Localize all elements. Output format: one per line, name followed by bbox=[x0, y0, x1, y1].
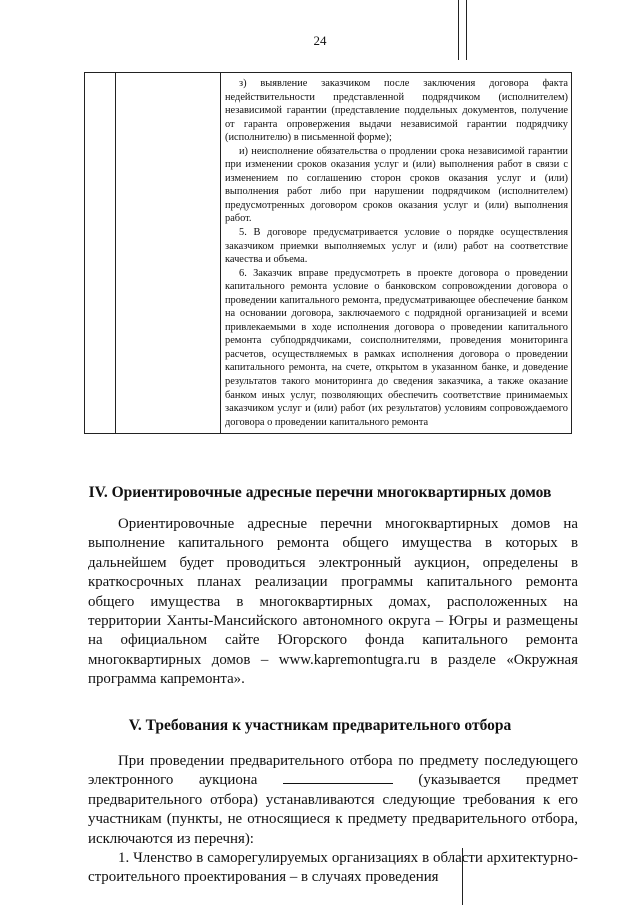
table-cell-content bbox=[221, 73, 572, 434]
table-paragraph: 5. В договоре предусматривается условие о порядке осуществления заказчиком приемки выполняемых услуг и (или) работ на соответствие качества и объема. bbox=[225, 227, 568, 266]
section-iv-paragraph: Ориентировочные адресные перечни многоквартирных домов на выполнение капитального ремонта общего имущества в которых в дальнейшем будет проводиться электронный аукцион, определены в краткосрочных планах реализации программы капитального ремонта общего имущества в многоквартирных домах, расположенных на территории Ханты-Мансийского автономного округа – Югры и размещены на официальном сайте Югорского фонда капитального ремонта многоквартирных домов – www.kapremontugra.ru в разделе «Окружная программа капремонта». bbox=[88, 516, 578, 688]
scan-artifact-line bbox=[466, 0, 467, 60]
table-paragraph: з) выявление заказчиком после заключения договора факта недействительности представленной подрядчиком (исполнителем) независимой гарантии (представление поддельных документов, получение от гаранта опровержения выдачи независимой гарантии подрядчику (исполнителю) в письменной форме); bbox=[225, 78, 568, 144]
section-iv-body bbox=[88, 515, 578, 690]
section-v-paragraph-2: 1. Членство в саморегулируемых организациях в области архитектурно-строительного проектирования – в случаях проведения bbox=[88, 850, 578, 886]
subject-blank-field bbox=[283, 771, 393, 784]
table-cell-number bbox=[85, 73, 116, 434]
paragraph-text-before-blank: При проведении предварительного отбора по предмету последующего электронного аукциона bbox=[88, 753, 578, 789]
table-paragraph: 6. Заказчик вправе предусмотреть в проекте договора о проведении капитального ремонта условие о банковском сопровождении договора о проведении капитального ремонта, предусматривающее обеспечение банком на основании договора, заключаемого с подрядной организацией и всеми привлекаемыми в ходе исполнения договора о проведении капитального ремонта субподрядчиками, соисполнителями, проведения мониторинга расчетов, осуществляемых в рамках исполнения договора о проведении капитального ремонта, на счете, открытом в указанном банке, и доведение результатов такого мониторинга до сведения заказчика, а также оказание банком иных услуг, позволяющих обеспечить соответствие принимаемых заказчиком услуг и (или) работ (их результатов) условиям сопровождаемого договора о проведении капитального ремонта bbox=[225, 267, 568, 428]
section-v-body bbox=[88, 752, 578, 888]
contract-conditions-table bbox=[84, 72, 572, 434]
table-paragraph: и) неисполнение обязательства о продлении срока независимой гарантии при изменении сроков оказания услуг и (или) выполнения работ в связи с изменением по соглашению сторон сроков оказания услуг и (или) выполнения работ либо при нарушении подрядчиком (исполнителем) предусмотренных договором сроков оказания услуг и (или) выполнения работ. bbox=[225, 145, 568, 225]
section-heading-v: V. Требования к участникам предварительного отбора bbox=[128, 717, 512, 734]
table-cell-name bbox=[116, 73, 221, 434]
scan-artifact-line bbox=[458, 0, 459, 60]
section-v-paragraph-1 bbox=[88, 752, 578, 849]
table-row bbox=[85, 73, 572, 434]
section-heading-iv: IV. Ориентировочные адресные перечни многоквартирных домов bbox=[88, 484, 552, 501]
paragraph-text-after-blank: (указывается предмет предварительного отбора) устанавливаются следующие требования к его участникам (пункты, не относящиеся к предмету предварительного отбора, исключаются из перечня): bbox=[88, 772, 578, 847]
page-number: 24 bbox=[313, 33, 327, 48]
